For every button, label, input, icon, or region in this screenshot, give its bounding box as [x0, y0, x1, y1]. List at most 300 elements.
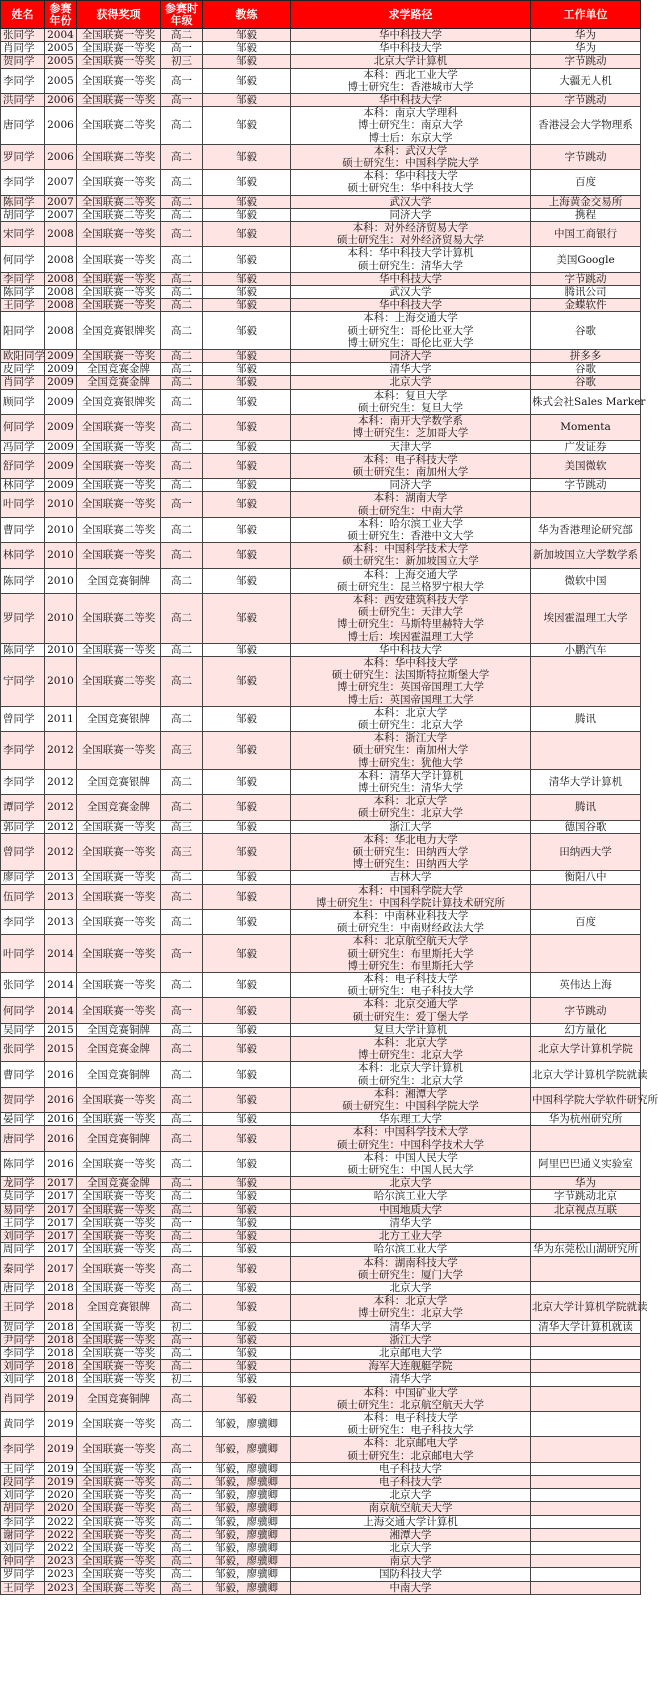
award-cell: 全国联赛一等奖: [77, 1151, 161, 1176]
name-cell: 李同学: [1, 1437, 45, 1462]
year-cell: 2016: [45, 1062, 77, 1087]
year-cell: 2019: [45, 1386, 77, 1411]
grade-cell: 高二: [161, 1411, 203, 1436]
work-cell: [531, 1502, 641, 1515]
coach-cell: 邹毅: [203, 55, 291, 68]
award-cell: 全国联赛一等奖: [77, 935, 161, 973]
path-cell: [291, 170, 531, 195]
award-cell: 全国联赛一等奖: [77, 415, 161, 440]
table-row: [1, 568, 641, 593]
path-cell: [291, 568, 531, 593]
path-cell: [291, 1023, 531, 1036]
work-cell: 幻方量化: [531, 1023, 641, 1036]
work-cell: 金蝶软件: [531, 299, 641, 312]
table-row: [1, 1502, 641, 1515]
path-line: 硕士研究生：电子科技大学: [347, 1424, 474, 1437]
name-cell: 唐同学: [1, 107, 45, 145]
grade-cell: 高二: [161, 543, 203, 568]
name-cell: 钟同学: [1, 1555, 45, 1568]
path-cell: [291, 643, 531, 656]
work-cell: 中国工商银行: [531, 222, 641, 247]
path-line: 北京大学: [389, 376, 432, 389]
coach-cell: 邹毅: [203, 363, 291, 376]
name-cell: 林同学: [1, 479, 45, 492]
name-cell: 何同学: [1, 998, 45, 1023]
path-cell: [291, 593, 531, 643]
grade-cell: 高二: [161, 769, 203, 794]
work-cell: [531, 1475, 641, 1488]
table-row: [1, 884, 641, 909]
work-cell: 华为: [531, 1177, 641, 1190]
work-cell: 华为: [531, 29, 641, 42]
year-cell: 2018: [45, 1320, 77, 1333]
path-cell: [291, 1243, 531, 1256]
name-cell: 贺同学: [1, 55, 45, 68]
name-cell: 伍同学: [1, 884, 45, 909]
name-cell: 曾同学: [1, 833, 45, 871]
path-cell: [291, 1190, 531, 1203]
table-row: [1, 42, 641, 55]
path-cell: [291, 1216, 531, 1229]
table-row: [1, 593, 641, 643]
grade-cell: 高二: [161, 1475, 203, 1488]
coach-cell: 邹毅: [203, 795, 291, 820]
coach-cell: 邹毅: [203, 656, 291, 706]
award-cell: 全国竞赛金牌: [77, 376, 161, 389]
work-cell: 香港浸会大学物理系: [531, 107, 641, 145]
path-cell: [291, 795, 531, 820]
work-cell: 北京大学计算机学院就读: [531, 1295, 641, 1320]
table-row: [1, 1528, 641, 1541]
year-cell: 2012: [45, 795, 77, 820]
name-cell: 罗同学: [1, 1568, 45, 1581]
table-row: [1, 1151, 641, 1176]
header-work: 工作单位: [531, 1, 641, 29]
name-cell: 王同学: [1, 1581, 45, 1594]
name-cell: 皮同学: [1, 363, 45, 376]
path-line: 本科：西北工业大学: [363, 68, 458, 81]
table-row: [1, 820, 641, 833]
award-cell: 全国联赛一等奖: [77, 1475, 161, 1488]
year-cell: 2006: [45, 94, 77, 107]
coach-cell: 邹毅: [203, 1373, 291, 1386]
award-cell: 全国联赛一等奖: [77, 286, 161, 299]
work-cell: 字节跳动: [531, 998, 641, 1023]
award-cell: 全国联赛二等奖: [77, 593, 161, 643]
work-cell: 字节跳动: [531, 55, 641, 68]
grade-cell: 高二: [161, 479, 203, 492]
coach-cell: 邹毅: [203, 170, 291, 195]
award-cell: 全国联赛一等奖: [77, 247, 161, 272]
path-line: 清华大学: [389, 1216, 432, 1229]
award-cell: 全国联赛二等奖: [77, 656, 161, 706]
award-cell: 全国联赛一等奖: [77, 820, 161, 833]
grade-cell: 高二: [161, 1346, 203, 1359]
path-cell: [291, 1230, 531, 1243]
name-cell: 顾同学: [1, 389, 45, 414]
award-cell: 全国联赛二等奖: [77, 107, 161, 145]
grade-cell: 高一: [161, 1333, 203, 1346]
year-cell: 2010: [45, 543, 77, 568]
grade-cell: 高二: [161, 910, 203, 935]
award-cell: 全国竞赛铜牌: [77, 568, 161, 593]
award-cell: 全国竞赛金牌: [77, 363, 161, 376]
grade-cell: 高二: [161, 568, 203, 593]
name-cell: 曹同学: [1, 1062, 45, 1087]
path-line: 本科：北京大学: [373, 1295, 448, 1308]
name-cell: 何同学: [1, 247, 45, 272]
path-line: 硕士研究生：哥伦比亚大学: [347, 324, 474, 337]
path-cell: [291, 286, 531, 299]
work-cell: [531, 1333, 641, 1346]
year-cell: 2015: [45, 1037, 77, 1062]
path-line: 本科：哈尔滨工业大学: [358, 517, 463, 530]
award-cell: 全国联赛一等奖: [77, 732, 161, 770]
award-cell: 全国联赛二等奖: [77, 208, 161, 221]
work-cell: [531, 1555, 641, 1568]
year-cell: 2007: [45, 208, 77, 221]
path-cell: [291, 376, 531, 389]
table-row: [1, 492, 641, 517]
coach-cell: 邹毅: [203, 350, 291, 363]
coach-cell: 邹毅: [203, 1333, 291, 1346]
year-cell: 2009: [45, 376, 77, 389]
path-cell: [291, 1411, 531, 1436]
table-row: [1, 517, 641, 542]
path-line: 清华大学: [389, 363, 432, 376]
name-cell: 肖同学: [1, 42, 45, 55]
path-line: 硕士研究生：对外经济贸易大学: [337, 234, 484, 247]
work-cell: [531, 732, 641, 770]
year-cell: 2007: [45, 170, 77, 195]
coach-cell: 邹毅: [203, 492, 291, 517]
year-cell: 2008: [45, 272, 77, 285]
table-row: [1, 350, 641, 363]
grade-cell: 高三: [161, 833, 203, 871]
work-cell: 北京大学计算机学院: [531, 1037, 641, 1062]
work-cell: 清华大学计算机: [531, 769, 641, 794]
award-cell: 全国联赛一等奖: [77, 1502, 161, 1515]
path-line: 博士研究生：布里斯托大学: [347, 959, 474, 972]
path-cell: [291, 833, 531, 871]
table-row: [1, 312, 641, 350]
grade-cell: 高二: [161, 656, 203, 706]
path-cell: [291, 389, 531, 414]
grade-cell: 高一: [161, 68, 203, 93]
grade-cell: 高二: [161, 973, 203, 998]
award-cell: 全国联赛一等奖: [77, 1515, 161, 1528]
path-line: 武汉大学: [389, 195, 432, 208]
path-line: 硕士研究生：复旦大学: [358, 401, 463, 414]
name-cell: 李同学: [1, 68, 45, 93]
work-cell: 美国Google: [531, 247, 641, 272]
path-cell: [291, 1502, 531, 1515]
path-cell: [291, 479, 531, 492]
coach-cell: 邹毅: [203, 643, 291, 656]
coach-cell: 邹毅: [203, 208, 291, 221]
coach-cell: 邹毅: [203, 732, 291, 770]
name-cell: 冯同学: [1, 440, 45, 453]
path-cell: [291, 732, 531, 770]
grade-cell: 高二: [161, 1581, 203, 1594]
path-line: 清华大学: [389, 1373, 432, 1386]
path-cell: [291, 1256, 531, 1281]
name-cell: 曾同学: [1, 706, 45, 731]
path-line: 本科：华中科技大学: [363, 170, 458, 183]
grade-cell: 高一: [161, 42, 203, 55]
work-cell: [531, 1281, 641, 1294]
name-cell: 郭同学: [1, 820, 45, 833]
name-cell: 秦同学: [1, 1256, 45, 1281]
year-cell: 2017: [45, 1177, 77, 1190]
path-line: 同济大学: [389, 350, 432, 363]
path-line: 武汉大学: [389, 286, 432, 299]
award-cell: 全国联赛一等奖: [77, 1437, 161, 1462]
work-cell: 大疆无人机: [531, 68, 641, 93]
year-cell: 2017: [45, 1190, 77, 1203]
path-line: 南京航空航天大学: [368, 1502, 453, 1515]
path-line: 电子科技大学: [379, 1462, 442, 1475]
award-cell: 全国联赛一等奖: [77, 884, 161, 909]
grade-cell: 高二: [161, 517, 203, 542]
path-line: 博士后：东京大学: [368, 131, 453, 144]
work-cell: [531, 1515, 641, 1528]
grade-cell: 高二: [161, 1256, 203, 1281]
path-cell: [291, 415, 531, 440]
grade-cell: 高二: [161, 312, 203, 350]
table-row: [1, 1216, 641, 1229]
table-row: [1, 656, 641, 706]
award-cell: 全国联赛一等奖: [77, 1113, 161, 1126]
work-cell: 拼多多: [531, 350, 641, 363]
grade-cell: 初二: [161, 1373, 203, 1386]
name-cell: 罗同学: [1, 144, 45, 169]
year-cell: 2013: [45, 884, 77, 909]
name-cell: 贺同学: [1, 1320, 45, 1333]
path-line: 本科：华中科技大学: [363, 656, 458, 669]
award-cell: 全国联赛一等奖: [77, 1373, 161, 1386]
grade-cell: 高二: [161, 440, 203, 453]
path-line: 本科：上海交通大学: [363, 312, 458, 325]
name-cell: 尹同学: [1, 1333, 45, 1346]
path-cell: [291, 1281, 531, 1294]
work-cell: 华为东莞松山湖研究所: [531, 1243, 641, 1256]
year-cell: 2016: [45, 1113, 77, 1126]
path-line: 硕士研究生：昆兰格罗宁根大学: [337, 580, 484, 593]
grade-cell: 高二: [161, 1281, 203, 1294]
coach-cell: 邹毅: [203, 1360, 291, 1373]
name-cell: 张同学: [1, 973, 45, 998]
name-cell: 欧阳同学: [1, 350, 45, 363]
coach-cell: 邹毅，廖骥卿: [203, 1515, 291, 1528]
path-cell: [291, 1475, 531, 1488]
coach-cell: 邹毅: [203, 1295, 291, 1320]
name-cell: 唐同学: [1, 1281, 45, 1294]
path-line: 北京大学: [389, 1281, 432, 1294]
path-cell: [291, 769, 531, 794]
name-cell: 贺同学: [1, 1087, 45, 1112]
award-cell: 全国联赛一等奖: [77, 1216, 161, 1229]
work-cell: 新加坡国立大学数学系: [531, 543, 641, 568]
work-cell: 阿里巴巴通义实验室: [531, 1151, 641, 1176]
table-row: [1, 1190, 641, 1203]
name-cell: 曹同学: [1, 517, 45, 542]
path-line: 硕士研究生：北京大学: [358, 1074, 463, 1087]
path-cell: [291, 820, 531, 833]
grade-cell: 高二: [161, 299, 203, 312]
coach-cell: 邹毅: [203, 1230, 291, 1243]
work-cell: [531, 1489, 641, 1502]
coach-cell: 邹毅: [203, 312, 291, 350]
year-cell: 2017: [45, 1203, 77, 1216]
path-line: 南京大学: [389, 1555, 432, 1568]
grade-cell: 高二: [161, 884, 203, 909]
coach-cell: 邹毅: [203, 1037, 291, 1062]
award-cell: 全国竞赛银牌: [77, 706, 161, 731]
table-row: [1, 55, 641, 68]
coach-cell: 邹毅，廖骥卿: [203, 1555, 291, 1568]
table-row: [1, 998, 641, 1023]
coach-cell: 邹毅: [203, 1190, 291, 1203]
coach-cell: 邹毅: [203, 42, 291, 55]
path-line: 硕士研究生：清华大学: [358, 259, 463, 272]
grade-cell: 高一: [161, 935, 203, 973]
path-line: 本科：华北电力大学: [363, 833, 458, 846]
year-cell: 2016: [45, 1151, 77, 1176]
award-cell: 全国竞赛银牌: [77, 769, 161, 794]
year-cell: 2010: [45, 656, 77, 706]
path-line: 哈尔滨工业大学: [373, 1190, 448, 1203]
table-row: [1, 208, 641, 221]
table-row: [1, 543, 641, 568]
award-cell: 全国竞赛银牌: [77, 1295, 161, 1320]
award-cell: 全国联赛一等奖: [77, 94, 161, 107]
path-cell: [291, 1113, 531, 1126]
year-cell: 2015: [45, 1023, 77, 1036]
work-cell: [531, 1568, 641, 1581]
path-cell: [291, 1346, 531, 1359]
award-cell: 全国联赛一等奖: [77, 1243, 161, 1256]
grade-cell: 高二: [161, 1515, 203, 1528]
path-line: 博士研究生：芝加哥大学: [352, 427, 469, 440]
award-cell: 全国竞赛铜牌: [77, 1062, 161, 1087]
coach-cell: 邹毅: [203, 94, 291, 107]
year-cell: 2018: [45, 1346, 77, 1359]
grade-cell: 高二: [161, 1023, 203, 1036]
path-line: 本科：中国矿业大学: [363, 1386, 458, 1399]
name-cell: 谢同学: [1, 1528, 45, 1541]
path-line: 本科：电子科技大学: [363, 453, 458, 466]
grade-cell: 高二: [161, 144, 203, 169]
year-cell: 2017: [45, 1243, 77, 1256]
year-cell: 2020: [45, 1489, 77, 1502]
table-row: [1, 1320, 641, 1333]
path-line: 博士研究生：田纳西大学: [352, 858, 469, 871]
path-line: 中国地质大学: [379, 1203, 442, 1216]
table-row: [1, 453, 641, 478]
coach-cell: 邹毅: [203, 1243, 291, 1256]
path-cell: [291, 222, 531, 247]
year-cell: 2013: [45, 871, 77, 884]
path-line: 本科：北京大学: [373, 795, 448, 808]
award-cell: 全国联赛二等奖: [77, 517, 161, 542]
year-cell: 2006: [45, 144, 77, 169]
name-cell: 陈同学: [1, 568, 45, 593]
work-cell: 华为香港理论研究部: [531, 517, 641, 542]
award-cell: 全国联赛一等奖: [77, 871, 161, 884]
work-cell: 腾讯公司: [531, 286, 641, 299]
table-row: [1, 144, 641, 169]
name-cell: 肖同学: [1, 1386, 45, 1411]
table-row: [1, 1373, 641, 1386]
grade-cell: 高二: [161, 1360, 203, 1373]
year-cell: 2017: [45, 1216, 77, 1229]
award-cell: 全国联赛一等奖: [77, 543, 161, 568]
path-line: 本科：中南林业科技大学: [352, 910, 469, 923]
path-line: 硕士研究生：新加坡国立大学: [342, 555, 479, 568]
path-line: 海军大连舰艇学院: [368, 1360, 453, 1373]
name-cell: 陈同学: [1, 1151, 45, 1176]
coach-cell: 邹毅: [203, 871, 291, 884]
path-cell: [291, 998, 531, 1023]
path-line: 华中科技大学: [379, 29, 442, 41]
coach-cell: 邹毅: [203, 1177, 291, 1190]
coach-cell: 邹毅: [203, 415, 291, 440]
path-line: 吉林大学: [389, 871, 432, 884]
path-line: 本科：北京交通大学: [363, 998, 458, 1011]
award-cell: 全国联赛一等奖: [77, 1320, 161, 1333]
grade-cell: 高二: [161, 350, 203, 363]
path-cell: [291, 42, 531, 55]
grade-cell: 高二: [161, 706, 203, 731]
grade-cell: 高一: [161, 998, 203, 1023]
path-line: 硕士研究生：南加州大学: [352, 465, 469, 478]
path-cell: [291, 247, 531, 272]
coach-cell: 邹毅: [203, 706, 291, 731]
work-cell: 腾讯: [531, 706, 641, 731]
path-cell: [291, 1541, 531, 1554]
path-line: 硕士研究生：电子科技大学: [347, 985, 474, 998]
name-cell: 李同学: [1, 769, 45, 794]
path-line: 同济大学: [389, 208, 432, 221]
path-cell: [291, 656, 531, 706]
award-cell: 全国联赛一等奖: [77, 1541, 161, 1554]
table-row: [1, 247, 641, 272]
path-cell: [291, 871, 531, 884]
grade-cell: 高二: [161, 1037, 203, 1062]
grade-cell: 高二: [161, 1243, 203, 1256]
path-line: 北京大学: [389, 1541, 432, 1554]
name-cell: 王同学: [1, 1295, 45, 1320]
path-cell: [291, 1386, 531, 1411]
award-cell: 全国联赛一等奖: [77, 222, 161, 247]
work-cell: Momenta: [531, 415, 641, 440]
year-cell: 2008: [45, 222, 77, 247]
table-row: [1, 1177, 641, 1190]
year-cell: 2008: [45, 286, 77, 299]
award-cell: 全国联赛一等奖: [77, 350, 161, 363]
year-cell: 2022: [45, 1528, 77, 1541]
coach-cell: 邹毅: [203, 769, 291, 794]
path-line: 硕士研究生：华中科技大学: [347, 182, 474, 195]
path-line: 硕士研究生：中国科学院大学: [342, 1100, 479, 1113]
path-line: 华东理工大学: [379, 1113, 442, 1126]
work-cell: 携程: [531, 208, 641, 221]
work-cell: 埃因霍温理工大学: [531, 593, 641, 643]
path-line: 博士研究生：英国帝国理工大学: [337, 681, 484, 694]
work-cell: 衡阳八中: [531, 871, 641, 884]
year-cell: 2011: [45, 706, 77, 731]
